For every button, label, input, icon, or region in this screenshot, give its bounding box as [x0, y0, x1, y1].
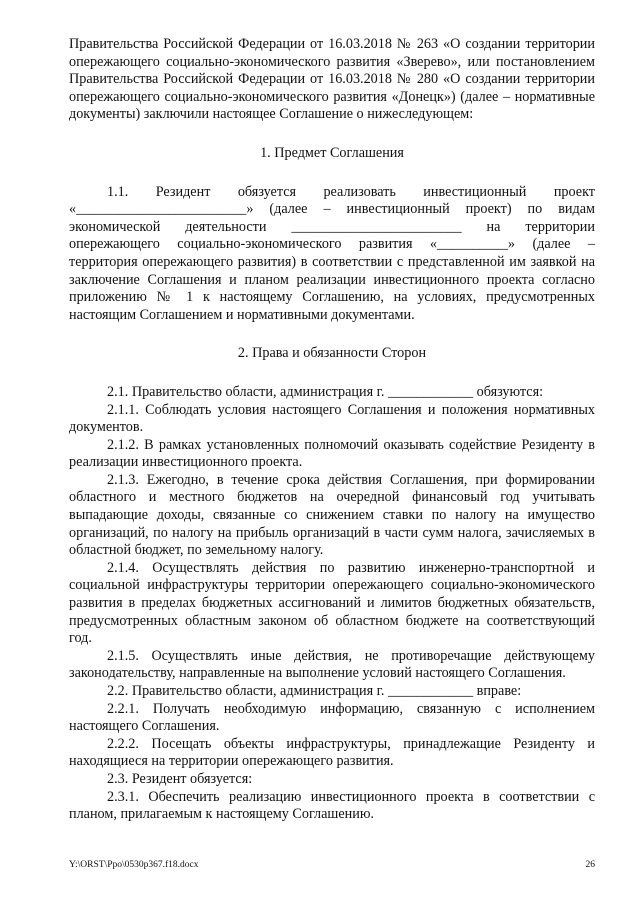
clause-2-1-3: 2.1.3. Ежегодно, в течение срока действия Соглашения, при формировании областного и местного бюджетов на очередной финансовый год учитывать выпадающие доходы, связанные со снижением ставки по налогу на имущество организаций, по налогу на прибыль организаций в части сумм налога, зачисляемых в областной бюджет, по земельному налогу.	[69, 471, 595, 559]
clause-2-1-1: 2.1.1. Соблюдать условия настоящего Соглашения и положения нормативных документов.	[69, 401, 595, 436]
clause-1-1: 1.1. Резидент обязуется реализовать инвестиционный проект «________________________» (далее – инвестиционный проект) по видам экономической деятельности ________________________ на территории опережающего социально-экономического развития «__________» (далее – территория опережающего развития) в соответствии с представленной им заявкой на заключение Соглашения и планом реализации инвестиционного проекта согласно приложению № 1 к настоящему Соглашению, на условиях, предусмотренных настоящим Соглашением и нормативными документами.	[69, 183, 595, 323]
document-body	[69, 36, 595, 824]
clause-2-1: 2.1. Правительство области, администрация г. ____________ обязуются:	[107, 383, 544, 400]
clause-2-2-1: 2.2.1. Получать необходимую информацию, связанную с исполнением настоящего Соглашения.	[69, 700, 595, 735]
clause-2-1-4: 2.1.4. Осуществлять действия по развитию инженерно-транспортной и социальной инфраструктуры территории опережающего социально-экономического развития в пределах бюджетных ассигнований и лимитов бюджетных обязательств, предусмотренных областным законом об областном бюджете на соответствующий год.	[69, 559, 595, 647]
page-footer	[69, 858, 595, 872]
intro-paragraph: Правительства Российской Федерации от 16.03.2018 № 263 «О создании территории опережающего социально-экономического развития «Зверево», или постановлением Правительства Российской Федерации от 16.03.2018 № 280 «О создании территории опережающего социально-экономического развития «Донецк») (далее – нормативные документы) заключили настоящее Соглашение о нижеследующем:	[69, 36, 595, 123]
clause-2-1-5: 2.1.5. Осуществлять иные действия, не противоречащие действующему законодательству, направленные на выполнение условий настоящего Соглашения.	[69, 647, 595, 682]
clause-2-2: 2.2. Правительство области, администрация г. ____________ вправе:	[107, 683, 522, 699]
page-number: 26	[585, 860, 595, 870]
clause-2-2-2: 2.2.2. Посещать объекты инфраструктуры, принадлежащие Резиденту и находящиеся на территории опережающего развития.	[69, 735, 595, 770]
section-2-heading: 2. Права и обязанности Сторон	[237, 345, 427, 362]
clause-2-3-1: 2.3.1. Обеспечить реализацию инвестиционного проекта в соответствии с планом, прилагаемым к настоящему Соглашению.	[69, 788, 595, 823]
file-path: Y:\ORST\Ppo\0530p367.f18.docx	[69, 860, 199, 870]
clause-2-1-2: 2.1.2. В рамках установленных полномочий оказывать содействие Резиденту в реализации инвестиционного проекта.	[69, 436, 595, 471]
clause-2-3: 2.3. Резидент обязуется:	[107, 770, 253, 787]
section-1-heading: 1. Предмет Соглашения	[260, 144, 404, 161]
